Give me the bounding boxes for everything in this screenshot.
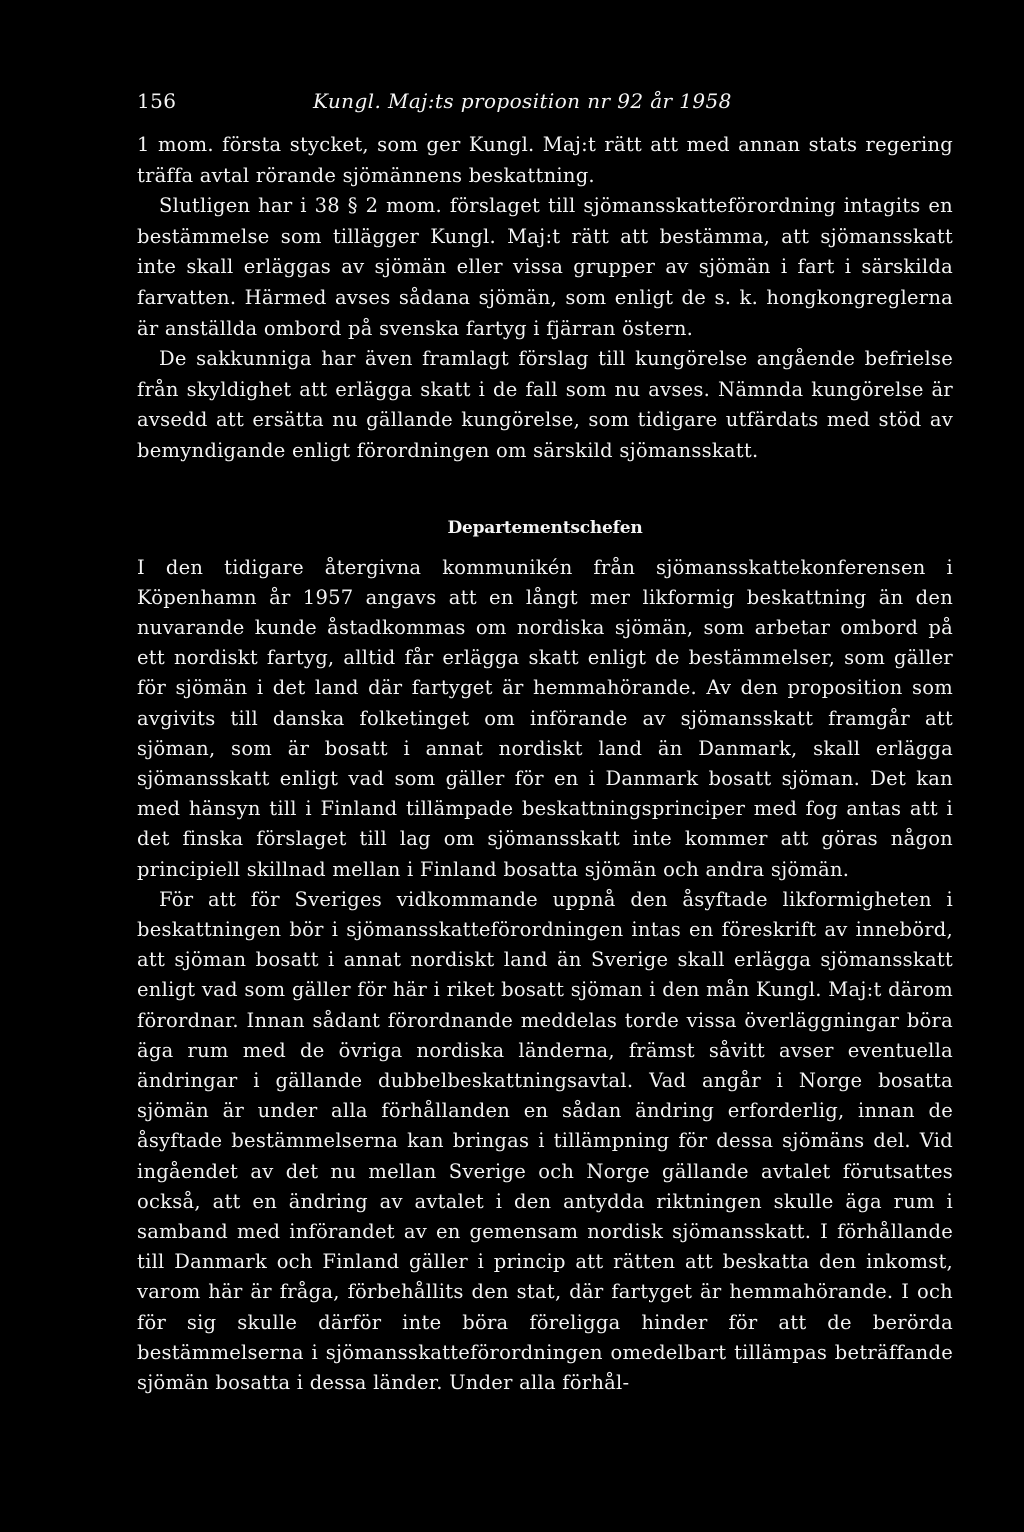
- section-heading: Departementschefen: [447, 517, 643, 538]
- body-paragraph: Slutligen har i 38 § 2 mom. förslaget till sjömansskatteförordning intagits en bestämmelse som tillägger Kungl. Maj:t rätt att bestämma, att sjömansskatt inte skall erläggas av sjömän eller vissa grupper av sjömän i fart i särskilda farvatten. Härmed avses sådana sjömän, som enligt de s. k. hongkongreglerna är anställda ombord på svenska fartyg i fjärran östern.: [137, 194, 953, 340]
- section-body: [137, 553, 953, 1399]
- body-paragraph: De sakkunniga har även framlagt förslag till kungörelse angående befrielse från skyldighet att erlägga skatt i de fall som nu avses. Nämnda kungörelse är avsedd att ersätta nu gällande kungörelse, som tidigare utfärdats med stöd av bemyndigande enligt förordningen om särskild sjömansskatt.: [137, 347, 953, 462]
- body-paragraph: 1 mom. första stycket, som ger Kungl. Maj:t rätt att med annan stats regering träffa avtal rörande sjömännens beskattning.: [137, 133, 953, 187]
- page-header: [137, 88, 953, 114]
- page-number: 156: [137, 89, 177, 113]
- document-page: [137, 88, 953, 1398]
- running-title: Kungl. Maj:ts proposition nr 92 år 1958: [313, 89, 732, 113]
- body-paragraph: I den tidigare återgivna kommunikén från sjömansskattekonferensen i Köpenhamn år 1957 angavs att en långt mer likformig beskattning än den nuvarande kunde åstadkommas om nordiska sjömän, som arbetar ombord på ett nordiskt fartyg, alltid får erlägga skatt enligt de bestämmelser, som gäller för sjömän i det land där fartyget är hemmahörande. Av den proposition som avgivits till danska folketinget om införande av sjömansskatt framgår att sjöman, som är bosatt i annat nordiskt land än Danmark, skall erlägga sjömansskatt enligt vad som gäller för en i Danmark bosatt sjöman. Det kan med hänsyn till i Finland tillämpade beskattningsprinciper med fog antas att i det finska förslaget till lag om sjömansskatt inte kommer att göras någon principiell skillnad mellan i Finland bosatta sjömän och andra sjömän.: [137, 555, 953, 881]
- body-paragraph: För att för Sveriges vidkommande uppnå den åsyftade likformigheten i beskattningen bör i sjömansskatteförordningen intas en föreskrift av innebörd, att sjöman bosatt i annat nordiskt land än Sverige skall erlägga sjömansskatt enligt vad som gäller för här i riket bosatt sjöman i den mån Kungl. Maj:t därom förordnar. Innan sådant förordnande meddelas torde vissa överläggningar böra äga rum med de övriga nordiska länderna, främst såvitt avser eventuella ändringar i gällande dubbelbeskattningsavtal. Vad angår i Norge bosatta sjömän är under alla förhållanden en sådan ändring erforderlig, innan de åsyftade bestämmelserna kan bringas i tillämpning för dessa sjömäns del. Vid ingåendet av det nu mellan Sverige och Norge gällande avtalet förutsattes också, att en ändring av avtalet i den antydda riktningen skulle äga rum i samband med införandet av en gemensam nordisk sjömansskatt. I förhållande till Danmark och Finland gäller i princip att rätten att beskatta den inkomst, varom här är fråga, förbehållits den stat, där fartyget är hemmahörande. I och för sig skulle därför inte böra föreligga hinder för att de berörda bestämmelserna i sjömansskatteförordningen omedelbart tillämpas beträffande sjömän bosatta i dessa länder. Under alla förhål-: [137, 887, 953, 1395]
